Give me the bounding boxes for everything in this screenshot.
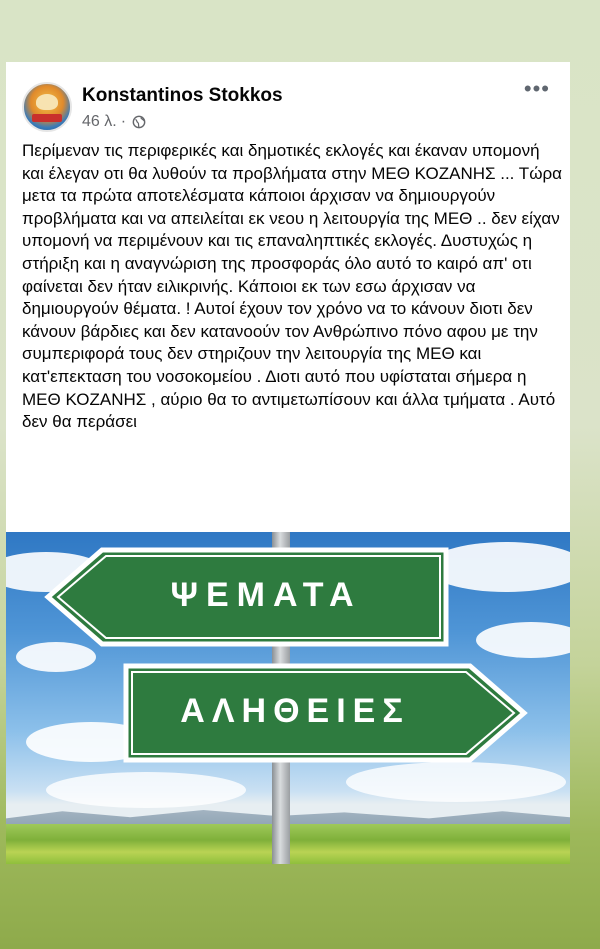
cloud [46,772,246,808]
more-options-icon[interactable]: ••• [523,76,550,101]
meta-separator: · [120,113,127,130]
cloud [476,622,570,658]
facebook-post-card [6,62,570,532]
post-image[interactable] [6,532,570,864]
post-text: Περίμεναν τις περιφερικές και δημοτικές εκλογές και έκαναν υπομονή και έλεγαν οτι θα λυθούν τα προβλήματα στην ΜΕΘ ΚΟΖΑΝΗΣ ... Τώρα μετα τα πρώτα αποτελέσματα κάποιοι άρχισαν να δημιουργούν προβλήματα και να απειλείται εκ νεου η λειτουργία της ΜΕΘ .. δεν είχαν υπομονή να περιμένουν και τις επαναληπτικές εκλογές. Δυστυχώς η στήριξη και η αναγνώριση της προσφοράς όλο αυτό το καιρό απ' οτι φαίνεται δεν ήταν ειλικρινής. Κάποιοι εκ των εσω άρχισαν να δημιουργούν θέματα. ! Αυτοί έχουν τον χρόνο να το κάνουν διοτι δεν κάνουν βάρδιες και δεν κατανοούν τον Ανθρώπινο πόνο αφου με την συμπεριφορά τους δεν στηριζουν την λειτουργία της ΜΕΘ και κατ'επεκταση του νοσοκομείου . Διοτι αυτό που υφίσταται σήμερα η ΜΕΘ ΚΟΖΑΝΗΣ , αύριο θα το αντιμετωπίσουν και άλλα τμήματα . Αυτό δεν θα περάσει [22,141,562,432]
post-time[interactable]: 46 λ. [82,113,117,130]
post-meta [82,113,146,131]
cloud [346,762,566,802]
sign-top-label: ΨΕΜΑΤΑ [170,576,362,614]
globe-icon [132,115,146,129]
sign-bottom-label: ΑΛΗΘΕΙΕΣ [180,692,410,730]
avatar-ribbon [32,114,62,122]
author-avatar[interactable] [22,82,72,132]
author-name[interactable]: Konstantinos Stokkos [82,85,283,106]
avatar-emblem [36,94,58,110]
